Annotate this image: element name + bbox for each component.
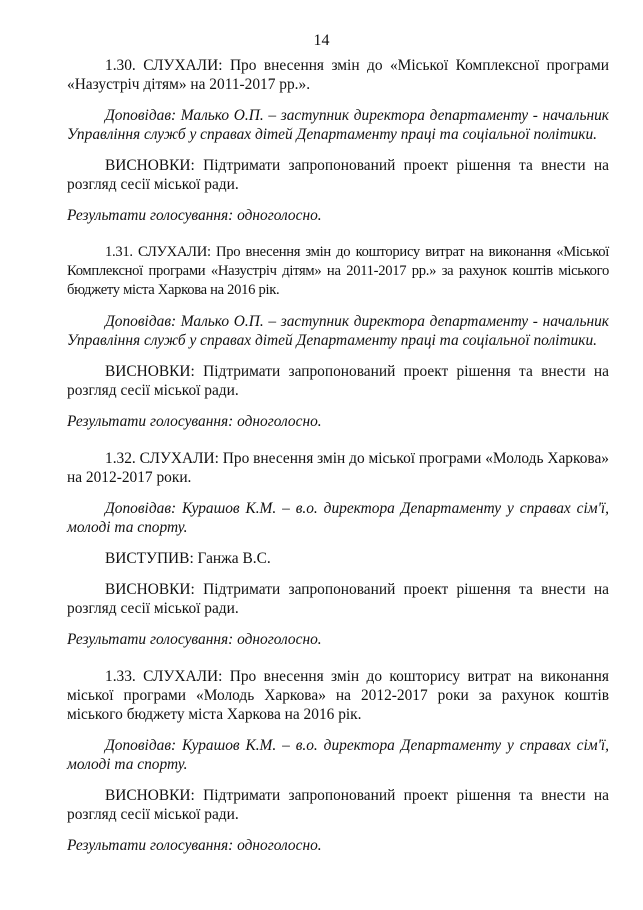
heard-paragraph: 1.30. СЛУХАЛИ: Про внесення змін до «Міської Комплексної програми «Назустріч дітям» на 2011-2017 рр.». [67, 57, 609, 93]
page-content [67, 56, 609, 855]
speaker-paragraph: Доповідав: Курашов К.М. – в.о. директора Департаменту у справах сім'ї, молоді та спорту. [67, 500, 609, 536]
conclusion-paragraph: ВИСНОВКИ: Підтримати запропонований проект рішення та внести на розгляд сесії міської ради. [67, 581, 609, 617]
speaker-paragraph: Доповідав: Малько О.П. – заступник директора департаменту - начальник Управління служб у справах дітей Департаменту праці та соціальної політики. [67, 313, 609, 349]
conclusion-paragraph: ВИСНОВКИ: Підтримати запропонований проект рішення та внести на розгляд сесії міської ради. [67, 787, 609, 823]
conclusion-paragraph: ВИСНОВКИ: Підтримати запропонований проект рішення та внести на розгляд сесії міської ради. [67, 157, 609, 193]
speaker-paragraph: Доповідав: Курашов К.М. – в.о. директора Департаменту у справах сім'ї, молоді та спорту. [67, 737, 609, 773]
agenda-item-1-33 [67, 667, 609, 855]
vote-result: Результати голосування: одноголосно. [67, 413, 322, 430]
vote-result: Результати голосування: одноголосно. [67, 631, 322, 648]
heard-paragraph: 1.32. СЛУХАЛИ: Про внесення змін до міської програми «Молодь Харкова» на 2012-2017 роки. [67, 450, 609, 486]
conclusion-paragraph: ВИСНОВКИ: Підтримати запропонований проект рішення та внести на розгляд сесії міської ради. [67, 363, 609, 399]
heard-paragraph: 1.31. СЛУХАЛИ: Про внесення змін до кошторису витрат на виконання «Міської Комплексної програми «Назустріч дітям» на 2011-2017 рр.» за рахунок коштів міського бюджету міста Харкова на 2016 рік. [67, 244, 609, 298]
heard-paragraph: 1.33. СЛУХАЛИ: Про внесення змін до кошторису витрат на виконання міської програми «Молодь Харкова» на 2012-2017 роки за рахунок коштів міського бюджету міста Харкова на 2016 рік. [67, 668, 609, 723]
vote-result: Результати голосування: одноголосно. [67, 207, 322, 224]
speech-paragraph: ВИСТУПИВ: Ганжа В.С. [105, 550, 271, 567]
page-number: 14 [313, 32, 330, 49]
speaker-paragraph: Доповідав: Малько О.П. – заступник директора департаменту - начальник Управління служб у справах дітей Департаменту праці та соціальної політики. [67, 107, 609, 143]
agenda-item-1-32 [67, 449, 609, 649]
agenda-item-1-30 [67, 56, 609, 225]
agenda-item-1-31 [67, 243, 609, 431]
vote-result: Результати голосування: одноголосно. [67, 837, 322, 854]
